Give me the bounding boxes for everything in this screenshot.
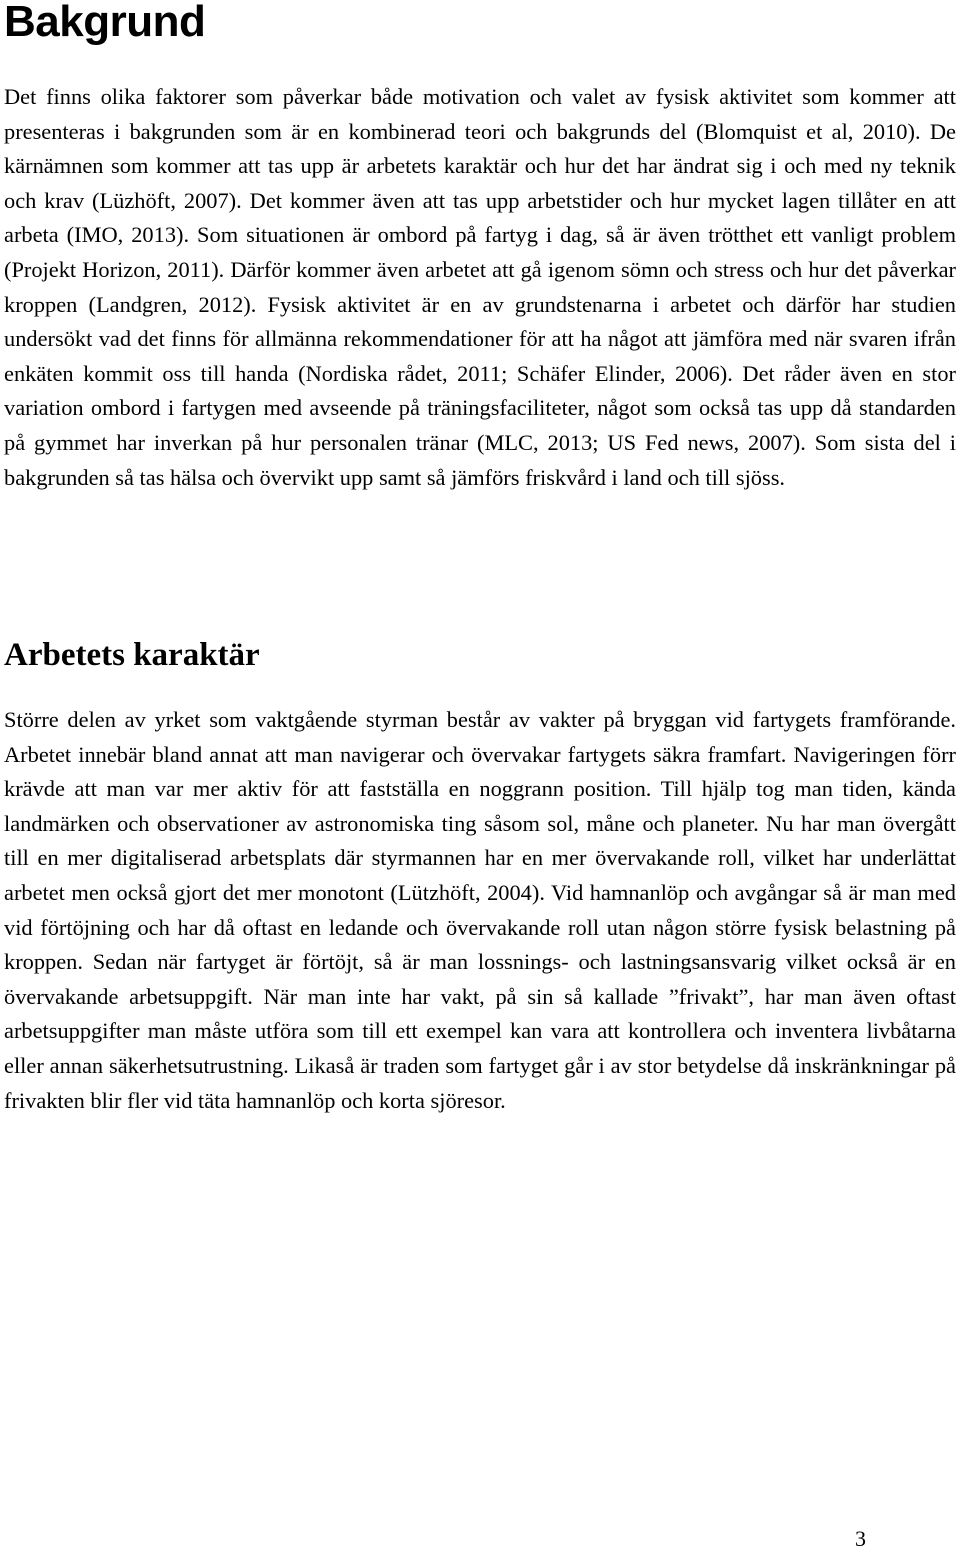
page-number: 3	[855, 1526, 866, 1551]
subsection-paragraph: Större delen av yrket som vaktgående styrman består av vakter på bryggan vid fartygets framförande. Arbetet innebär bland annat att man navigerar och övervakar fartygets säkra framfart. Navigeringen förr krävde att man var mer aktiv för att fastställa en noggrann position. Till hjälp tog man tiden, kända landmärken och observationer av astronomiska ting såsom sol, måne och planeter. Nu har man övergått till en mer digitaliserad arbetsplats där styrmannen har en mer övervakande roll, vilket har underlättat arbetet men också gjort det mer monotont (Lützhöft, 2004). Vid hamnanlöp och avgångar så är man med vid förtöjning och har då oftast en ledande och övervakande roll utan någon större fysisk belastning på kroppen. Sedan när fartyget är förtöjt, så är man lossnings- och lastningsansvarig vilket också är en övervakande arbetsuppgift. När man inte har vakt, på sin så kallade ”frivakt”, har man även oftast arbetsuppgifter man måste utföra som till ett exempel kan vara att kontrollera och inventera livbåtarna eller annan säkerhetsutrustning. Likaså är traden som fartyget går i av stor betydelse då inskränkningar på frivakten blir fler vid täta hamnanlöp och korta sjöresor.	[4, 707, 956, 1113]
subsection-title: Arbetets karaktär	[4, 637, 260, 673]
intro-paragraph: Det finns olika faktorer som påverkar både motivation och valet av fysisk aktivitet som kommer att presenteras i bakgrunden som är en kombinerad teori och bakgrunds del (Blomquist et al, 2010). De kärnämnen som kommer att tas upp är arbetets karaktär och hur det har ändrat sig i och med ny teknik och krav (Lüzhöft, 2007). Det kommer även att tas upp arbetstider och hur mycket lagen tillåter en att arbeta (IMO, 2013). Som situationen är ombord på fartyg i dag, så är även trötthet ett vanligt problem (Projekt Horizon, 2011). Därför kommer även arbetet att gå igenom sömn och stress och hur det påverkar kroppen (Landgren, 2012). Fysisk aktivitet är en av grundstenarna i arbetet och därför har studien undersökt vad det finns för allmänna rekommendationer för att ha något att jämföra med när svaren ifrån enkäten kommit oss till handa (Nordiska rådet, 2011; Schäfer Elinder, 2006). Det råder även en stor variation ombord i fartygen med avseende på träningsfaciliteter, något som också tas upp då standarden på gymmet har inverkan på hur personalen tränar (MLC, 2013; US Fed news, 2007). Som sista del i bakgrunden så tas hälsa och övervikt upp samt så jämförs friskvård i land och till sjöss.	[4, 84, 956, 490]
section-title: Bakgrund	[4, 0, 206, 46]
